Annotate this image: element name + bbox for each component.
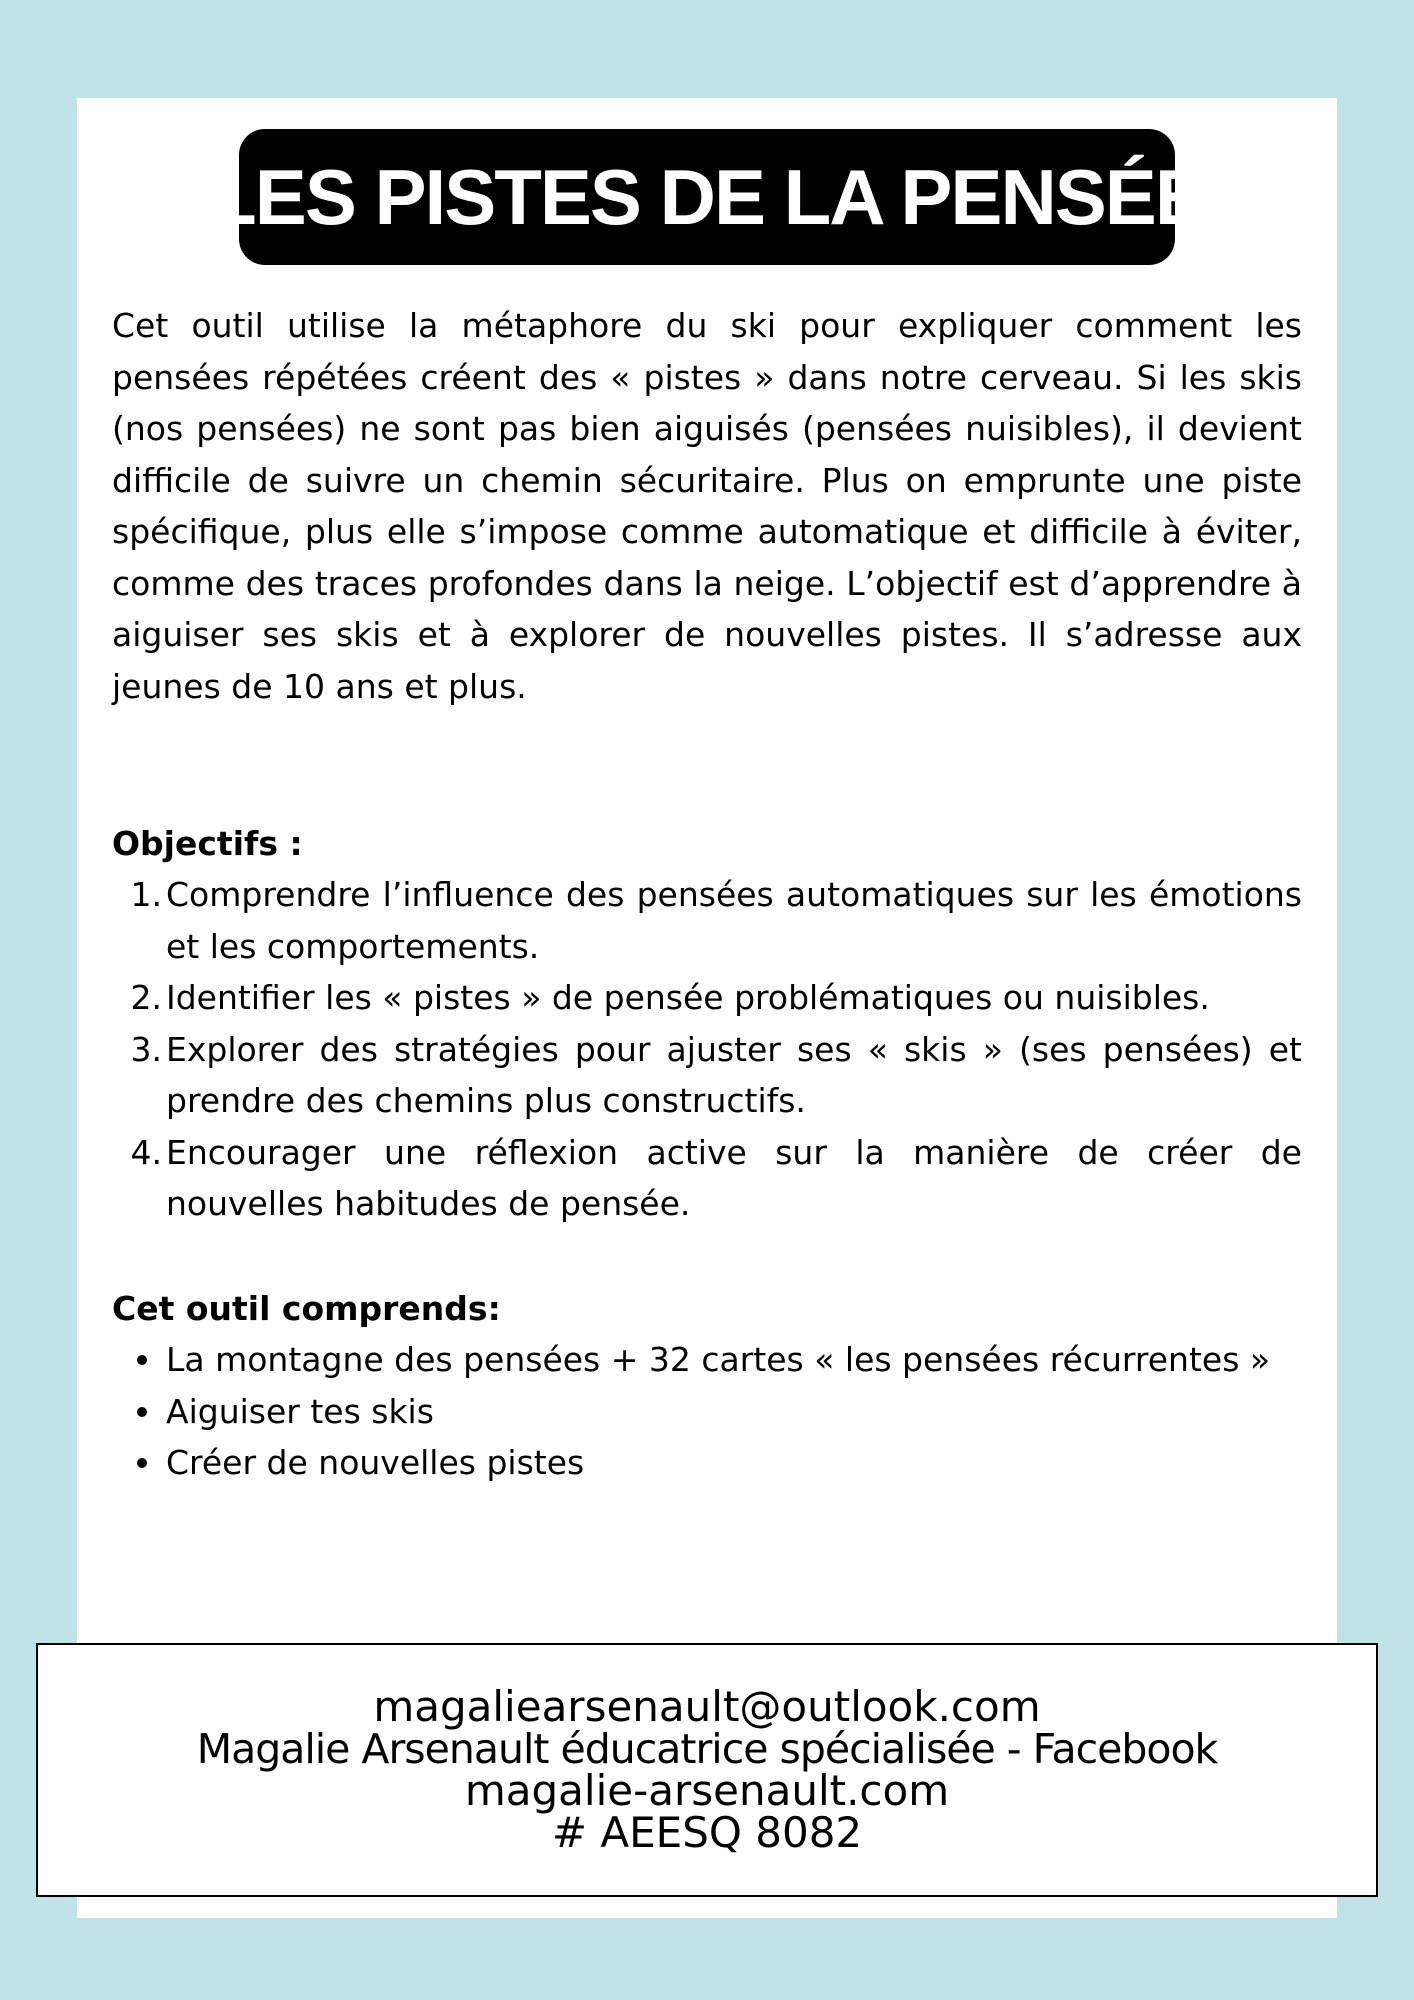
title-banner	[209, 129, 1205, 265]
list-number: 1.	[130, 875, 162, 914]
contact-box	[36, 1643, 1378, 1897]
list-item	[112, 1024, 1302, 1127]
objectives-heading: Objectifs :	[112, 824, 303, 863]
page-title: LES PISTES DE LA PENSÉE	[209, 152, 1205, 241]
intro-paragraph: Cet outil utilise la métaphore du ski pour expliquer comment les pensées répétées créent des « pistes » dans notre cerveau. Si les skis (nos pensées) ne sont pas bien aiguisés (pensées nuisibles), il devient difficile de suivre un chemin sécuritaire. Plus on emprunte une piste spécifique, plus elle s’impose comme automatique et difficile à éviter, comme des traces profondes dans la neige. L’objectif est d’apprendre à aiguiser ses skis et à explorer de nouvelles pistes. Il s’adresse aux jeunes de 10 ans et plus.	[112, 306, 1302, 706]
list-item-text: Encourager une réflexion active sur la manière de créer de nouvelles habitudes de pensée.	[166, 1132, 1302, 1223]
list-item-text: Aiguiser tes skis	[166, 1391, 434, 1431]
contact-facebook: Magalie Arsenault éducatrice spécialisée - Facebook	[196, 1725, 1218, 1773]
objectives-list	[112, 869, 1302, 1230]
contact-email: magaliearsenault@outlook.com	[373, 1682, 1041, 1731]
list-item	[112, 869, 1302, 972]
list-item-text: La montagne des pensées + 32 cartes « les pensées récurrentes »	[166, 1340, 1271, 1379]
bullet-icon	[137, 1458, 147, 1468]
bullet-icon	[137, 1407, 147, 1417]
list-item-text: Identifier les « pistes » de pensée problématiques ou nuisibles.	[166, 978, 1210, 1017]
list-number: 4.	[130, 1132, 162, 1172]
list-number: 2.	[130, 978, 162, 1017]
components-list	[112, 1334, 1302, 1489]
list-item	[112, 972, 1302, 1024]
list-item-text: Comprendre l’influence des pensées automatiques sur les émotions et les comportements.	[166, 875, 1302, 966]
list-item	[112, 1386, 1302, 1438]
list-item	[112, 1334, 1302, 1386]
list-item	[112, 1437, 1302, 1489]
components-heading: Cet outil comprends:	[112, 1289, 501, 1328]
list-item	[112, 1127, 1302, 1230]
list-item-text: Explorer des stratégies pour ajuster ses « skis » (ses pensées) et prendre des chemins plus constructifs.	[166, 1029, 1302, 1120]
contact-membership: # AEESQ 8082	[551, 1808, 863, 1857]
list-number: 3.	[130, 1029, 162, 1069]
list-item-text: Créer de nouvelles pistes	[166, 1443, 585, 1482]
bullet-icon	[137, 1355, 147, 1365]
contact-website: magalie-arsenault.com	[464, 1766, 950, 1815]
